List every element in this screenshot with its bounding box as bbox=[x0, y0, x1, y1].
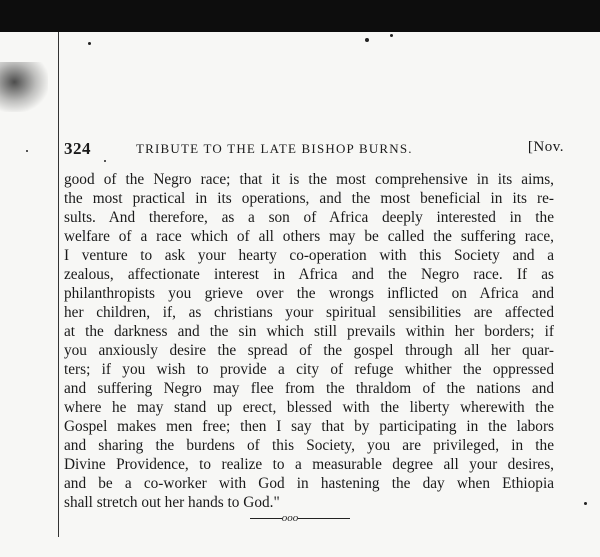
text-line: where he may stand up erect, blessed with the liberty wherewith the bbox=[64, 399, 554, 416]
ornament-rule-right bbox=[298, 518, 350, 519]
ornament-glyphs: ooo bbox=[281, 512, 299, 524]
ink-speck bbox=[390, 34, 393, 37]
section-end-ornament bbox=[0, 512, 600, 524]
page-header bbox=[64, 139, 564, 159]
text-line: ters; if you wish to provide a city of refuge whither the oppressed bbox=[64, 361, 554, 378]
scan-dark-border bbox=[0, 0, 600, 32]
ink-speck bbox=[365, 38, 369, 42]
text-line: philanthropists you grieve over the wrongs inflicted on Africa and bbox=[64, 285, 554, 302]
text-line: you anxiously desire the spread of the gospel through all her quar- bbox=[64, 342, 554, 359]
text-line: Divine Providence, to realize to a measurable degree all your desires, bbox=[64, 456, 554, 473]
page-margin-line bbox=[58, 32, 59, 537]
body-paragraph bbox=[64, 170, 554, 512]
ink-speck bbox=[104, 160, 106, 162]
text-line: her children, if, as christians your spiritual sensibilities are affected bbox=[64, 304, 554, 321]
text-line: I venture to ask your hearty co-operation with this Society and a bbox=[64, 247, 554, 264]
text-line: and sharing the burdens of this Society, you are privileged, in the bbox=[64, 437, 554, 454]
text-line: shall stretch out her hands to God." bbox=[64, 494, 280, 511]
text-line: sults. And therefore, as a son of Africa deeply interested in the bbox=[64, 209, 554, 226]
text-line: Gospel makes men free; then I say that by participating in the labors bbox=[64, 418, 554, 435]
running-title: TRIBUTE TO THE LATE BISHOP BURNS. bbox=[136, 141, 413, 156]
ink-speck bbox=[88, 42, 91, 45]
text-line: and be a co-worker with God in hastening the day when Ethiopia bbox=[64, 475, 554, 492]
ornament-rule-left bbox=[250, 518, 282, 519]
page-number: 324 bbox=[64, 139, 91, 158]
text-line: good of the Negro race; that it is the most comprehensive in its aims, bbox=[64, 171, 554, 188]
text-line: welfare of a race which of all others may be called the suffering race, bbox=[64, 228, 554, 245]
text-line: at the darkness and the sin which still prevails within her borders; if bbox=[64, 323, 554, 340]
text-line: and suffering Negro may flee from the thraldom of the nations and bbox=[64, 380, 554, 397]
month-label: [Nov. bbox=[527, 139, 564, 155]
ink-speck bbox=[584, 502, 587, 505]
ink-smudge bbox=[0, 62, 48, 112]
text-line: the most practical in its operations, and the most beneficial in its re- bbox=[64, 190, 554, 207]
ink-speck bbox=[26, 150, 28, 152]
text-line: zealous, affectionate interest in Africa and the Negro race. If as bbox=[64, 266, 554, 283]
